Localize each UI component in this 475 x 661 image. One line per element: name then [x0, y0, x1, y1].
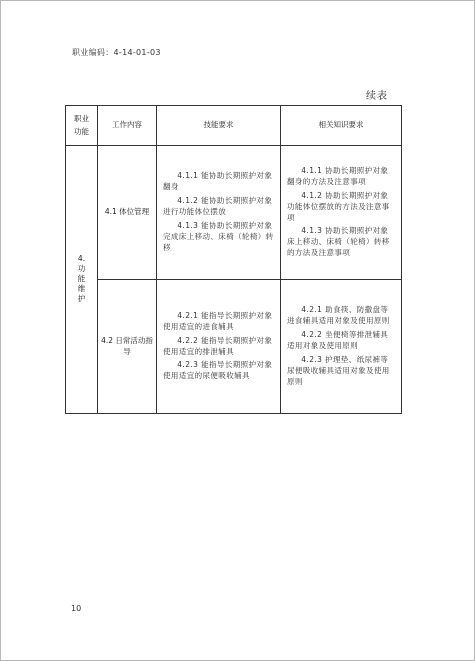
knowledge-item: 4.1.1 协助长期照护对象翻身的方法及注意事项 [287, 166, 389, 186]
knowledge-cell [281, 146, 402, 280]
table-header-row [66, 106, 402, 146]
skill-item: 4.2.3 能指导长期照护对象使用适宜的尿便吸收辅具 [163, 360, 273, 381]
knowledge-item: 4.2.1 助食筷、防撒盘等进食辅具适用对象及使用原则 [287, 305, 390, 326]
header-knowledge-requirements: 相关知识要求 [281, 106, 402, 146]
page-number: 10 [71, 604, 82, 613]
knowledge-item: 4.1.2 协助长期照护对象功能体位摆放的方法及注意事项 [287, 190, 390, 222]
skill-item: 4.1.3 能协助长期照护对象完成床上移动、床椅（轮椅）转移 [163, 220, 274, 252]
header-work-content: 工作内容 [98, 106, 157, 146]
header-skill-requirements: 技能要求 [157, 106, 281, 146]
skill-item: 4.1.1 能协助长期照护对象翻身 [163, 171, 273, 192]
knowledge-item: 4.2.3 护理垫、纸尿裤等尿便吸收辅具适用对象及使用原则 [287, 354, 390, 386]
knowledge-item: 4.2.2 坐便椅等排泄辅具适用对象及使用原则 [287, 330, 389, 351]
skills-cell [157, 146, 281, 280]
continued-label: 续表 [366, 91, 388, 102]
occupation-code: 职业编码：4-14-01-03 [72, 48, 161, 57]
table-row [66, 280, 402, 414]
function-label: 4. 功能维护 [77, 253, 86, 304]
skill-item: 4.2.2 能指导长期照护对象使用适宜的排泄辅具 [163, 335, 273, 356]
table-row [66, 146, 402, 280]
work-content-cell [98, 146, 157, 280]
work-content-label: 4.1 体位管理 [104, 207, 150, 217]
skill-item: 4.1.2 能协助长期照护对象进行功能体位摆放 [163, 196, 273, 217]
work-content-cell [98, 280, 157, 414]
header-function: 职业功能 [66, 106, 98, 146]
function-cell [66, 146, 98, 414]
knowledge-item: 4.1.3 协助长期照护对象床上移动、床椅（轮椅）转移的方法及注意事项 [287, 226, 390, 258]
skill-item: 4.2.1 能指导长期照护对象使用适宜的进食辅具 [163, 310, 273, 331]
skills-cell [157, 280, 281, 414]
knowledge-cell [281, 280, 402, 414]
work-content-label: 4.2 日常活动指导 [101, 335, 153, 356]
skills-table [65, 105, 402, 414]
